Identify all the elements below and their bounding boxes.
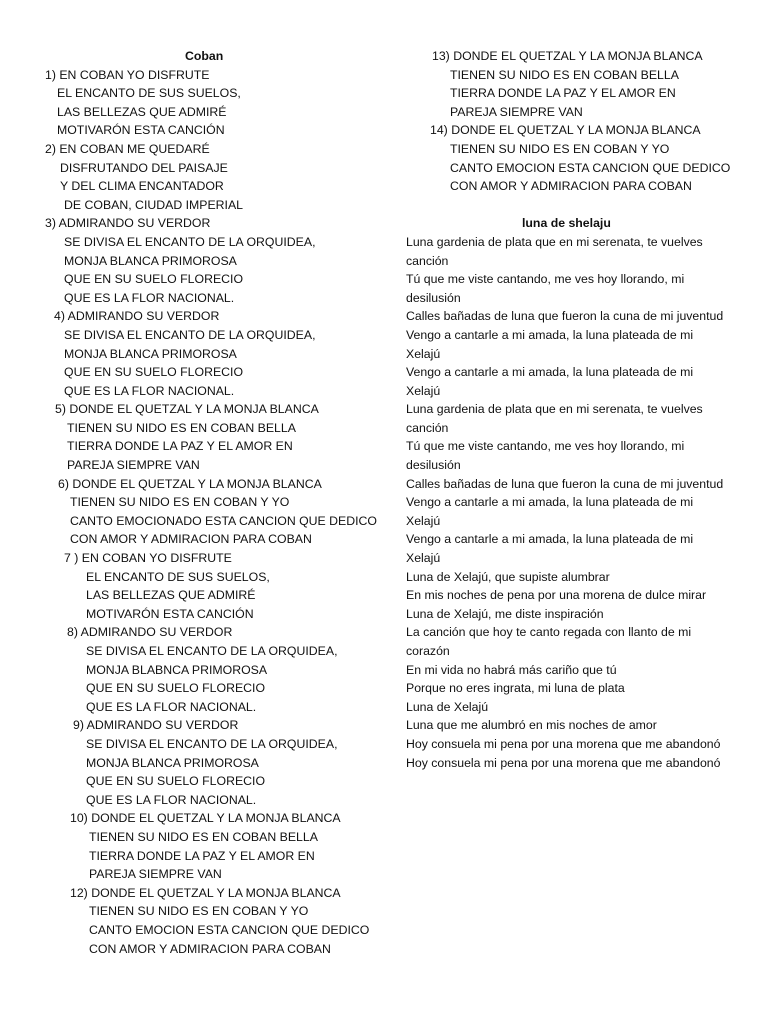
lyric-line: QUE ES LA FLOR NACIONAL. <box>86 699 257 714</box>
lyric-line: SE DIVISA EL ENCANTO DE LA ORQUIDEA, <box>64 327 316 342</box>
lyric-line: QUE ES LA FLOR NACIONAL. <box>64 290 235 305</box>
lyric-verse: Luna gardenia de plata que en mi serenata, te vuelves canción <box>406 402 703 435</box>
lyric-line: CON AMOR Y ADMIRACION PARA COBAN <box>89 941 331 956</box>
lyric-line: 13) DONDE EL QUETZAL Y LA MONJA BLANCA <box>432 49 703 63</box>
lyric-verse: En mi vida no habrá más cariño que tú <box>406 662 617 677</box>
lyric-verse: En mis noches de pena por una morena de dulce mirar <box>406 588 707 603</box>
lyric-line: 4) ADMIRANDO SU VERDOR <box>54 309 220 324</box>
left-column <box>44 47 396 958</box>
lyric-line: QUE EN SU SUELO FLORECIO <box>86 774 266 789</box>
lyric-line: TIENEN SU NIDO ES EN COBAN Y YO <box>70 495 290 510</box>
lyric-line: LAS BELLEZAS QUE ADMIRÉ <box>57 104 227 119</box>
shelaju-lyrics <box>406 233 726 772</box>
lyric-verse: Vengo a cantarle a mi amada, la luna plateada de mi Xelajú <box>406 365 694 398</box>
lyric-line: QUE EN SU SUELO FLORECIO <box>64 272 244 287</box>
lyric-verse: Vengo a cantarle a mi amada, la luna plateada de mi Xelajú <box>406 532 694 566</box>
lyric-line: PAREJA SIEMPRE VAN <box>67 458 200 473</box>
lyric-line: QUE EN SU SUELO FLORECIO <box>64 365 244 380</box>
lyric-line: QUE ES LA FLOR NACIONAL. <box>64 383 235 398</box>
lyric-line: MONJA BLANCA PRIMOROSA <box>64 253 237 268</box>
lyric-line: 7 ) EN COBAN YO DISFRUTE <box>64 551 232 566</box>
lyric-line: 14) DONDE EL QUETZAL Y LA MONJA BLANCA <box>430 123 701 138</box>
lyric-verse: Luna de Xelajú, que supiste alumbrar <box>406 569 610 584</box>
lyric-line: MOTIVARÓN ESTA CANCIÓN <box>86 606 254 621</box>
lyric-line: 1) EN COBAN YO DISFRUTE <box>45 67 210 82</box>
lyric-line: 3) ADMIRANDO SU VERDOR <box>45 216 211 231</box>
lyric-line: EL ENCANTO DE SUS SUELOS, <box>57 86 241 101</box>
lyric-line: 12) DONDE EL QUETZAL Y LA MONJA BLANCA <box>70 885 341 900</box>
lyric-line: 9) ADMIRANDO SU VERDOR <box>73 718 239 733</box>
lyric-line: TIENEN SU NIDO ES EN COBAN BELLA <box>450 67 679 82</box>
lyric-line: 10) DONDE EL QUETZAL Y LA MONJA BLANCA <box>70 811 341 826</box>
lyric-line: CANTO EMOCION ESTA CANCION QUE DEDICO <box>450 160 731 175</box>
lyric-verse: Calles bañadas de luna que fueron la cuna de mi juventud <box>406 309 724 324</box>
lyric-line: 8) ADMIRANDO SU VERDOR <box>67 625 233 640</box>
lyric-verse: Luna que me alumbró en mis noches de amor <box>406 718 657 733</box>
lyric-verse: Luna de Xelajú <box>406 699 489 714</box>
lyric-line: SE DIVISA EL ENCANTO DE LA ORQUIDEA, <box>86 644 338 658</box>
lyric-verse: La canción que hoy te canto regada con llanto de mi corazón <box>406 625 692 658</box>
lyric-line: CON AMOR Y ADMIRACION PARA COBAN <box>70 532 312 547</box>
lyric-line: 5) DONDE EL QUETZAL Y LA MONJA BLANCA <box>55 402 319 417</box>
lyric-line: TIENEN SU NIDO ES EN COBAN BELLA <box>67 420 296 435</box>
lyric-verse: Porque no eres ingrata, mi luna de plata <box>406 681 625 696</box>
lyric-line: CANTO EMOCION ESTA CANCION QUE DEDICO <box>89 922 370 937</box>
lyric-verse: Tú que me viste cantando, me ves hoy llorando, mi desilusión <box>406 272 685 305</box>
lyric-line: CANTO EMOCIONADO ESTA CANCION QUE DEDICO <box>70 513 378 528</box>
right-column <box>406 47 731 772</box>
lyric-line: 6) DONDE EL QUETZAL Y LA MONJA BLANCA <box>58 476 322 491</box>
lyric-line: MONJA BLANCA PRIMOROSA <box>64 346 237 361</box>
lyric-verse: Tú que me viste cantando, me ves hoy llorando, mi desilusión <box>406 439 685 473</box>
lyric-verse: Luna de Xelajú, me diste inspiración <box>406 606 604 621</box>
lyric-line: MONJA BLABNCA PRIMOROSA <box>86 662 268 677</box>
song-title-shelaju: luna de shelaju <box>522 216 611 231</box>
lyric-verse: Hoy consuela mi pena por una morena que me abandonó <box>406 736 721 751</box>
lyric-line: EL ENCANTO DE SUS SUELOS, <box>86 569 270 584</box>
lyric-line: TIENEN SU NIDO ES EN COBAN Y YO <box>89 904 309 919</box>
lyric-line: LAS BELLEZAS QUE ADMIRÉ <box>86 588 256 603</box>
lyric-line: SE DIVISA EL ENCANTO DE LA ORQUIDEA, <box>86 736 338 751</box>
lyric-verse: Calles bañadas de luna que fueron la cuna de mi juventud <box>406 476 724 491</box>
lyric-line: TIERRA DONDE LA PAZ Y EL AMOR EN <box>89 848 315 863</box>
lyric-line: PAREJA SIEMPRE VAN <box>89 867 222 882</box>
lyric-verse: Hoy consuela mi pena por una morena que me abandonó <box>406 755 721 770</box>
lyric-line: DISFRUTANDO DEL PAISAJE <box>60 160 228 175</box>
lyric-verse: Luna gardenia de plata que en mi serenata, te vuelves canción <box>406 234 703 268</box>
lyric-line: MONJA BLANCA PRIMOROSA <box>86 755 259 770</box>
lyric-line: Y DEL CLIMA ENCANTADOR <box>60 179 224 194</box>
lyric-verse: Vengo a cantarle a mi amada, la luna plateada de mi Xelajú <box>406 327 694 361</box>
lyric-line: CON AMOR Y ADMIRACION PARA COBAN <box>450 179 692 194</box>
lyric-line: DE COBAN, CIUDAD IMPERIAL <box>64 197 244 212</box>
lyric-line: TIENEN SU NIDO ES EN COBAN Y YO <box>450 141 670 156</box>
lyric-line: TIERRA DONDE LA PAZ Y EL AMOR EN <box>450 86 676 101</box>
lyric-line: PAREJA SIEMPRE VAN <box>450 104 583 119</box>
lyric-verse: Vengo a cantarle a mi amada, la luna plateada de mi Xelajú <box>406 495 694 528</box>
lyric-line: 2) EN COBAN ME QUEDARÉ <box>45 141 210 156</box>
lyric-line: SE DIVISA EL ENCANTO DE LA ORQUIDEA, <box>64 234 316 249</box>
lyric-line: QUE EN SU SUELO FLORECIO <box>86 681 266 696</box>
lyric-line: TIENEN SU NIDO ES EN COBAN BELLA <box>89 829 318 844</box>
song-title-coban: Coban <box>185 49 224 63</box>
lyric-line: QUE ES LA FLOR NACIONAL. <box>86 792 257 807</box>
lyric-line: MOTIVARÓN ESTA CANCIÓN <box>57 123 225 138</box>
lyric-line: TIERRA DONDE LA PAZ Y EL AMOR EN <box>67 439 293 454</box>
